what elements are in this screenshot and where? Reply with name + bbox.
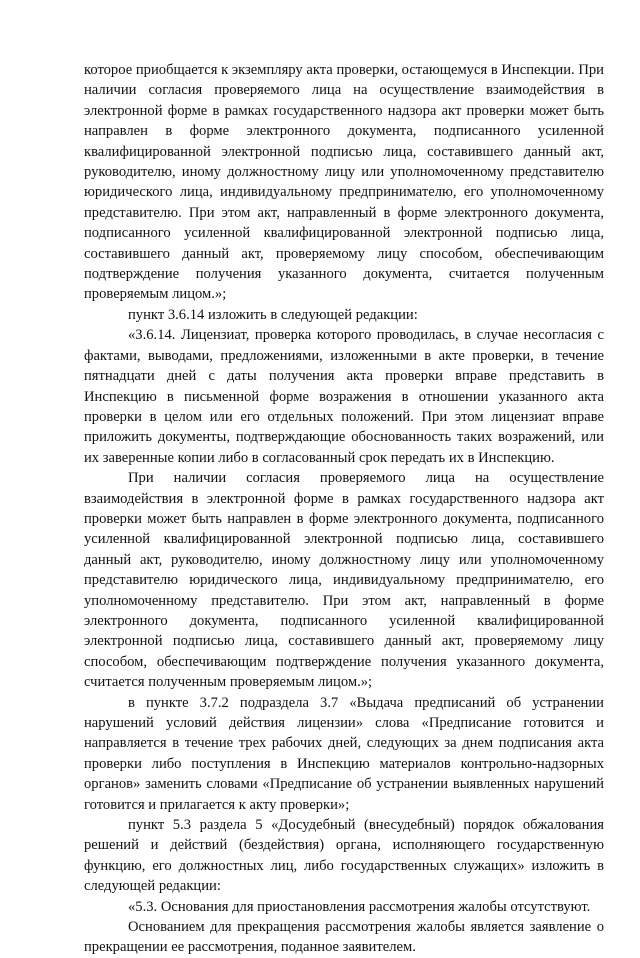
- paragraph-termination-grounds: Основанием для прекращения рассмотрения жалобы является заявление о прекращении ее рассмотрения, поданное заявителем.: [84, 919, 604, 956]
- paragraph-item-5-3-instruction: пункт 5.3 раздела 5 «Досудебный (внесудебный) порядок обжалования решений и действий (бездействия) органа, исполняющего государственную функцию, его должностных лиц, либо государственных служащих» изложить в следующей редакции:: [84, 817, 604, 895]
- paragraph-item-3-6-14-instruction: пункт 3.6.14 изложить в следующей редакции:: [128, 306, 418, 323]
- document-page: [84, 60, 604, 958]
- paragraph-item-5-3-text: «5.3. Основания для приостановления рассмотрения жалобы отсутствуют.: [128, 898, 591, 915]
- paragraph-electronic-interaction: При наличии согласия проверяемого лица на осуществление взаимодействия в электронной форме в рамках государственного надзора акт проверки может быть направлен в форме электронного документа, подписанного усиленной квалифицированной электронной подписью лица, составившего данный акт, руководителю, иному должностному лицу или уполномоченному представителю юридического лица, индивидуальному предпринимателю, его уполномоченному представителю. При этом акт, направленный в форме электронного документа, подписанного усиленной квалифицированной электронной подписью лица, составившего данный акт, проверяемому лицу способом, обеспечивающим подтверждение получения указанного документа, считается полученным проверяемым лицом.»;: [84, 470, 604, 691]
- paragraph-item-3-6-14-text: «3.6.14. Лицензиат, проверка которого проводилась, в случае несогласия с фактами, выводами, предложениями, изложенными в акте проверки, в течение пятнадцати дней с даты получения акта проверки вправе представить в Инспекцию в письменной форме возражения в отношении указанного акта проверки в целом или его отдельных положений. При этом лицензиат вправе приложить документы, подтверждающие обоснованность таких возражений, или их заверенные копии либо в согласованный срок передать их в Инспекцию.: [84, 327, 604, 466]
- paragraph-item-3-7-2-amendment: в пункте 3.7.2 подраздела 3.7 «Выдача предписаний об устранении нарушений условий действия лицензии» слова «Предписание готовится и направляется в течение трех рабочих дней, следующих за днем подписания акта проверки либо поступления в Инспекцию материалов контрольно-надзорных органов» заменить словами «Предписание об устранении выявленных нарушений готовится и прилагается к акту проверки»;: [84, 694, 604, 813]
- paragraph-act-delivery-continuation: которое приобщается к экземпляру акта проверки, остающемуся в Инспекции. При наличии согласия проверяемого лица на осуществление взаимодействия в электронной форме в рамках государственного надзора акт проверки может быть направлен в форме электронного документа, подписанного усиленной квалифицированной электронной подписью лица, составившего данный акт, руководителю, иному должностному лицу или уполномоченному представителю юридического лица, индивидуальному предпринимателю, его уполномоченному представителю. При этом акт, направленный в форме электронного документа, подписанного усиленной квалифицированной электронной подписью лица, составившего данный акт, проверяемому лицу способом, обеспечивающим подтверждение получения указанного документа, считается полученным проверяемым лицом.»;: [84, 62, 604, 303]
